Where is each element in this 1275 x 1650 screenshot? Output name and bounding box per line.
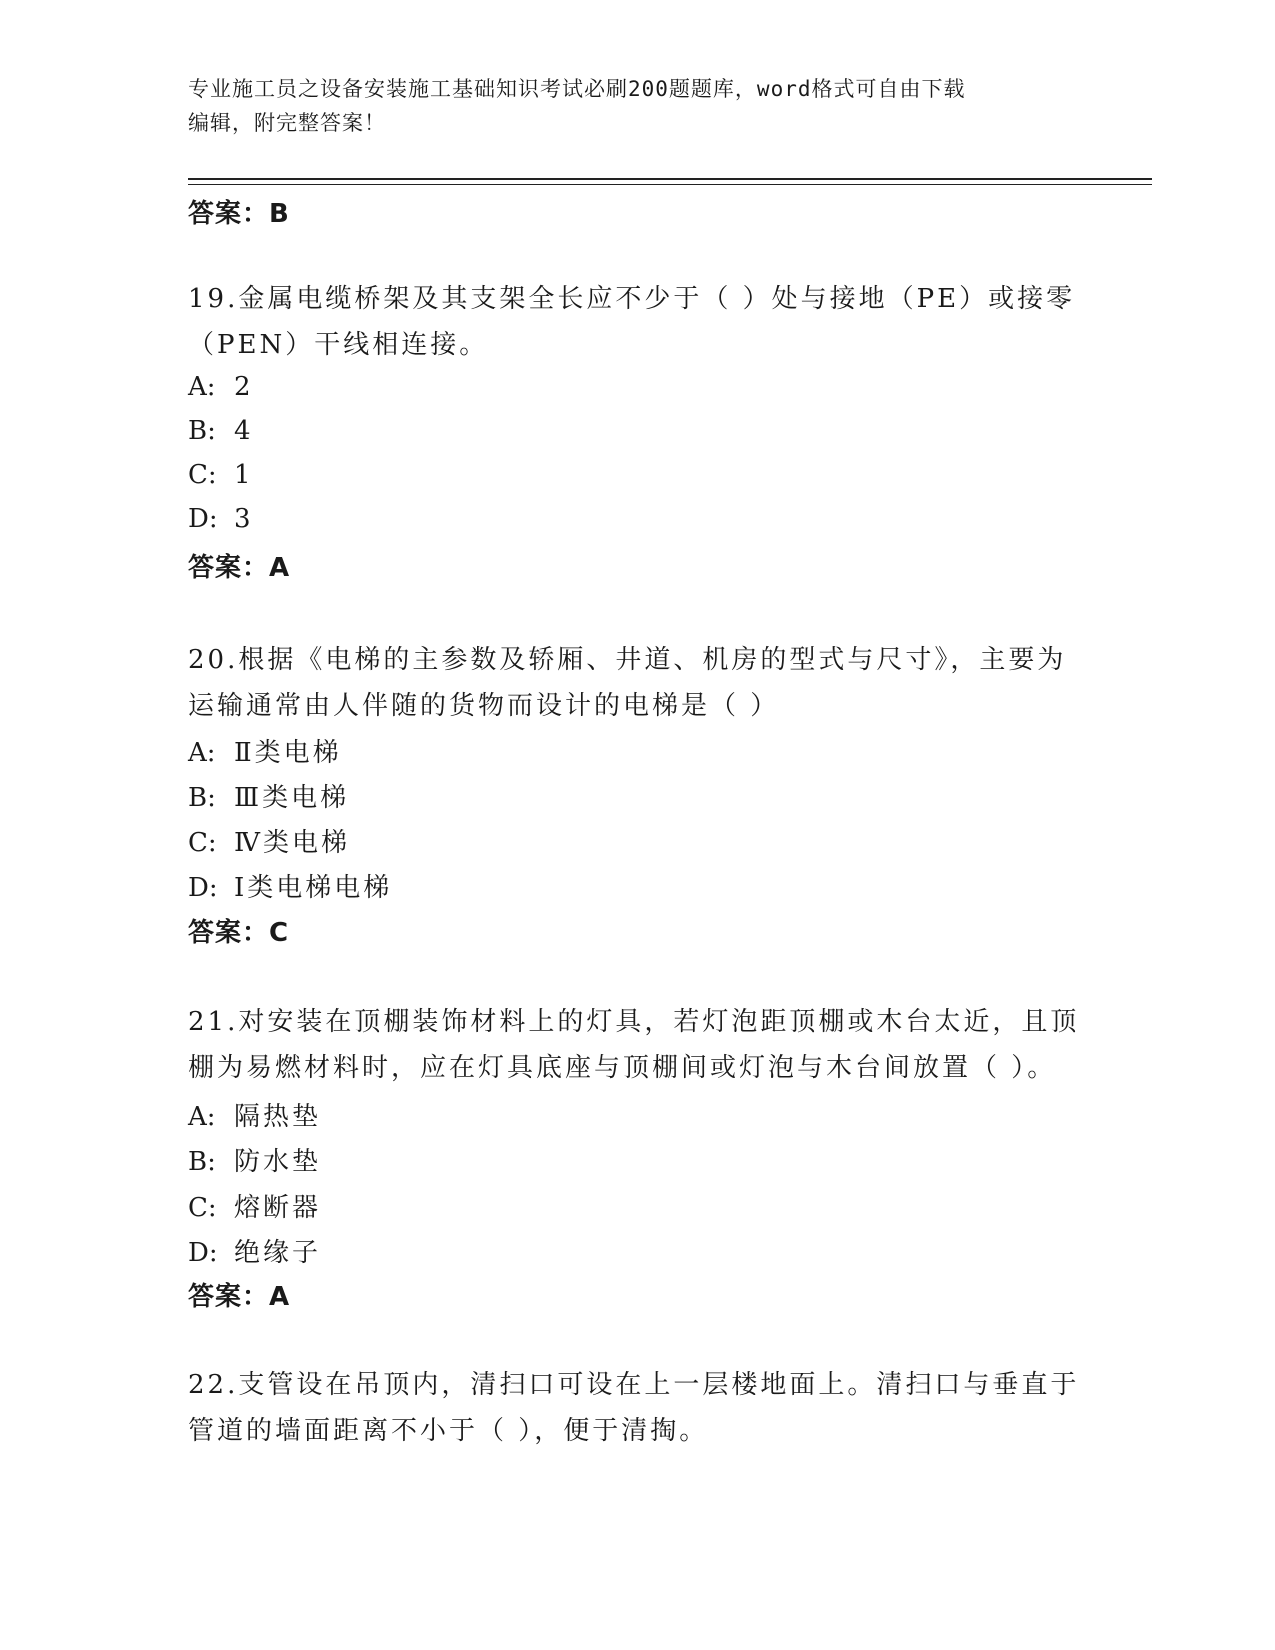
answer-line: 答案：A (188, 1282, 291, 1312)
question-20 (188, 637, 1088, 729)
option-c: C: Ⅳ类电梯 (188, 828, 350, 858)
option-a: A: Ⅱ类电梯 (188, 738, 342, 768)
question-21 (188, 999, 1088, 1091)
question-text-line: 棚为易燃材料时，应在灯具底座与顶棚间或灯泡与木台间放置（ ）。 (188, 1053, 1057, 1083)
option-b: B: 4 (188, 416, 254, 446)
option-c: C: 熔断器 (188, 1193, 322, 1223)
document-header (188, 72, 1088, 140)
question-text-line: 22.支管设在吊顶内，清扫口可设在上一层楼地面上。清扫口与垂直于 (188, 1370, 1080, 1400)
answer-line: 答案：C (188, 918, 290, 948)
option-b: B: 防水垫 (188, 1147, 322, 1177)
header-line-1: 专业施工员之设备安装施工基础知识考试必刷200题题库，word格式可自由下载 (188, 77, 966, 101)
answer-label: 答案： (188, 199, 270, 229)
question-text-line: 20.根据《电梯的主参数及轿厢、井道、机房的型式与尺寸》，主要为 (188, 645, 1067, 675)
question-text-line: 19.金属电缆桥架及其支架全长应不少于（ ）处与接地（PE）或接零 (188, 284, 1076, 314)
answer-line: 答案：A (188, 553, 291, 583)
question-text-line: 管道的墙面距离不小于（ ），便于清掏。 (188, 1416, 709, 1446)
header-rule (188, 178, 1152, 180)
option-a: A: 2 (188, 372, 254, 402)
answer-value: B (269, 199, 290, 229)
question-19 (188, 276, 1088, 368)
header-rule-thin (188, 184, 1152, 185)
option-d: D: 绝缘子 (188, 1238, 322, 1268)
option-d: D: 3 (188, 504, 254, 534)
question-text-line: 21.对安装在顶棚装饰材料上的灯具，若灯泡距顶棚或木台太近，且顶 (188, 1007, 1080, 1037)
option-a: A: 隔热垫 (188, 1102, 322, 1132)
header-line-2: 编辑，附完整答案！ (188, 111, 386, 135)
option-c: C: 1 (188, 460, 254, 490)
question-22 (188, 1362, 1088, 1454)
question-text-line: 运输通常由人伴随的货物而设计的电梯是（ ） (188, 691, 780, 721)
answer-line-prev (188, 193, 290, 230)
option-b: B: Ⅲ类电梯 (188, 783, 350, 813)
option-d: D: Ⅰ类电梯电梯 (188, 873, 393, 903)
question-text-line: （PEN）干线相连接。 (188, 330, 489, 360)
